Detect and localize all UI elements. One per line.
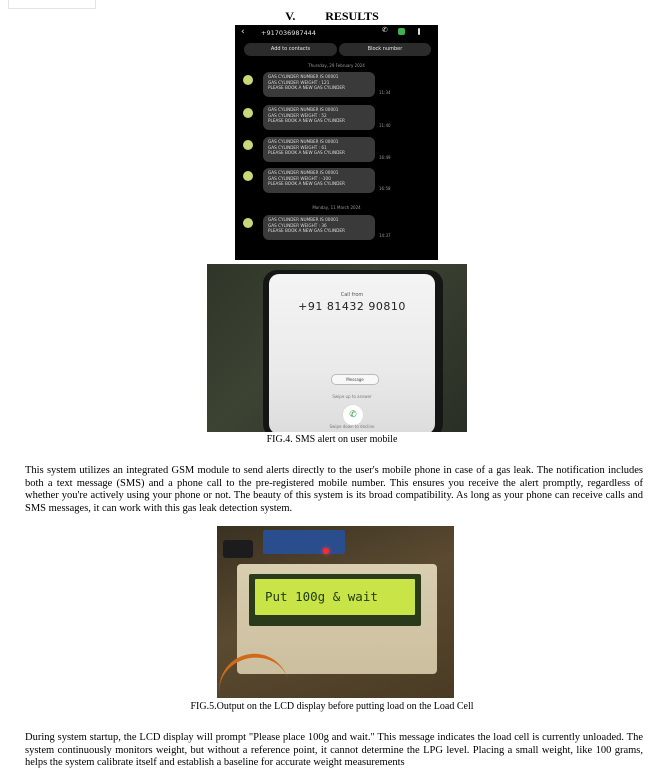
red-led <box>323 548 329 554</box>
swipe-decline-hint: Swipe down to decline <box>329 424 375 429</box>
back-arrow-icon: ‹ <box>241 27 245 37</box>
sender-number: +917036987444 <box>261 29 317 37</box>
sms-header <box>235 25 438 41</box>
i2c-module <box>263 530 345 554</box>
sms-text: GAS CYLINDER NUMBER IS 00001 GAS CYLINDER WEIGHT : 36 PLEASE BOOK A NEW GAS CYLINDER <box>263 215 375 240</box>
fig5-caption: FIG.5.Output on the LCD display before putting load on the Load Cell <box>190 701 474 712</box>
sms-text: GAS CYLINDER NUMBER IS 00001 GAS CYLINDER WEIGHT : -100 PLEASE BOOK A NEW GAS CYLINDER <box>263 168 375 193</box>
sms-text: GAS CYLINDER NUMBER IS 00001 GAS CYLINDER WEIGHT : 61 PLEASE BOOK A NEW GAS CYLINDER <box>263 137 375 162</box>
call-from-label: Call from <box>340 292 364 298</box>
fig4-caption: FIG.4. SMS alert on user mobile <box>266 434 398 445</box>
connector <box>223 540 253 558</box>
more-icon <box>418 28 420 35</box>
caller-number: +91 81432 90810 <box>298 300 406 313</box>
sms-text: GAS CYLINDER NUMBER IS 00001 GAS CYLINDER WEIGHT : 52 PLEASE BOOK A NEW GAS CYLINDER <box>263 105 375 130</box>
swipe-answer-hint: Swipe up to answer <box>332 394 372 399</box>
add-to-contacts-button: Add to contacts <box>244 43 337 56</box>
section-heading <box>0 9 664 24</box>
sms-time: 16:49 <box>379 155 391 160</box>
avatar <box>243 171 253 181</box>
avatar <box>243 75 253 85</box>
avatar <box>243 218 253 228</box>
incoming-call-photo <box>207 264 467 432</box>
paragraph-lcd: During system startup, the LCD display will prompt "Please place 100g and wait." This message indicates the load cell is currently unloaded. The system continuously monitors weight, but without a reference point, it cannot determine the LPG level. Placing a small weight, like 100 grams, helps the system calibrate itself and establish a baseline for accurate weight measurements <box>25 732 643 769</box>
lcd-photo <box>217 526 454 698</box>
date-separator: Monday, 11 March 2024 <box>312 205 361 210</box>
call-icon: ✆ <box>382 26 388 34</box>
answer-call-icon: ✆ <box>342 404 364 426</box>
sms-time: 11:34 <box>379 90 391 95</box>
section-number: V. <box>285 9 296 23</box>
block-number-button: Block number <box>339 43 431 56</box>
call-screen <box>269 274 435 432</box>
sms-screenshot <box>235 25 438 260</box>
avatar <box>243 140 253 150</box>
date-separator: Thursday, 29 February 2024 <box>308 63 365 68</box>
phone-device <box>263 270 443 432</box>
sms-text: GAS CYLINDER NUMBER IS 00001 GAS CYLINDER WEIGHT : 121 PLEASE BOOK A NEW GAS CYLINDER <box>263 72 375 97</box>
sms-time: 16:58 <box>379 186 391 191</box>
message-button: Message <box>331 374 379 385</box>
logo-fragment <box>8 0 96 9</box>
avatar <box>243 108 253 118</box>
sms-time: 11:40 <box>379 123 391 128</box>
paragraph-gsm: This system utilizes an integrated GSM module to send alerts directly to the user's mobile phone in case of a gas leak. The notification includes both a text message (SMS) and a phone call to the pre-registered mobile number. This ensures you receive the alert promptly, regardless of whether you're actively using your phone or not. The beauty of this system is its broad compatibility. As long as your phone can receive calls and SMS messages, it can work with this gas leak detection system. <box>25 465 643 514</box>
section-title: RESULTS <box>325 9 379 23</box>
sms-time: 14:37 <box>379 233 391 238</box>
video-icon <box>398 28 405 35</box>
lcd-text: Put 100g & wait <box>255 579 415 615</box>
